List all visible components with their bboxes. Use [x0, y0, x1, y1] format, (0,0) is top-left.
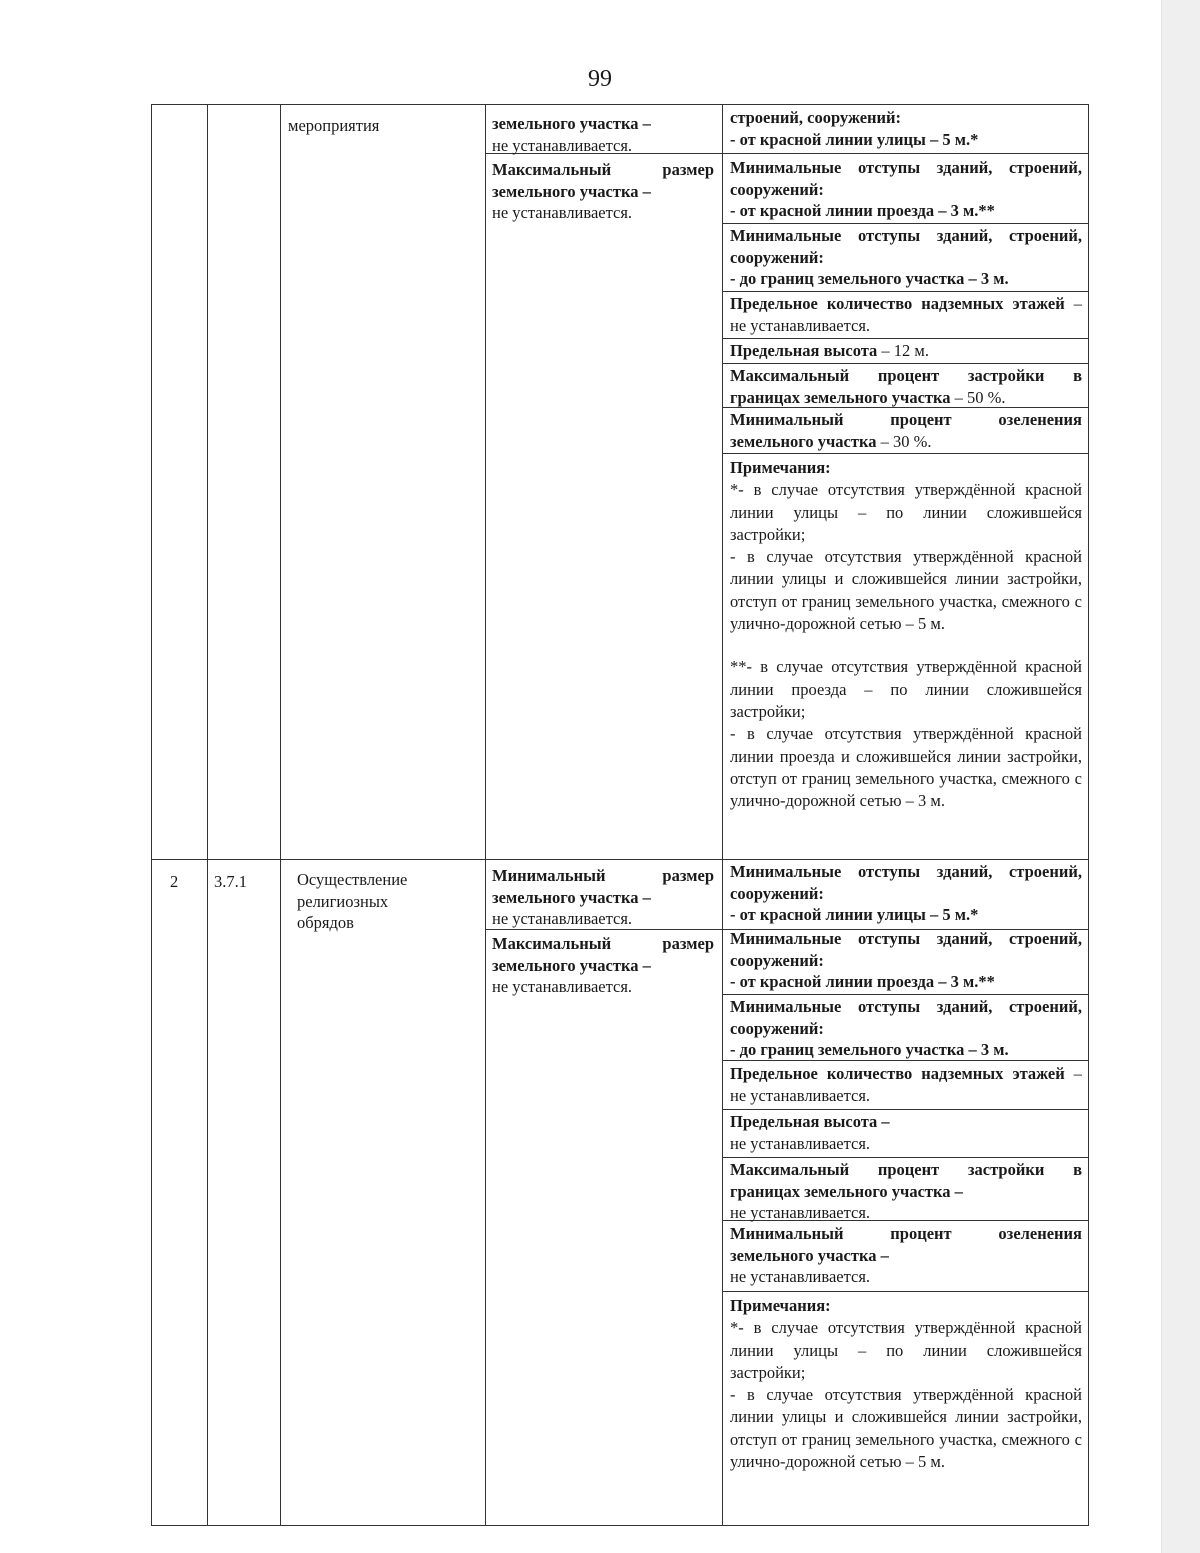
activity-code: 3.7.1 — [214, 872, 247, 891]
row-divider — [722, 363, 1089, 364]
size-cell-text: не устанавливается. — [492, 977, 633, 996]
param-cell — [730, 928, 1082, 993]
page-number: 99 — [588, 66, 612, 92]
column-divider — [485, 105, 486, 1525]
param-cell-bold: строений, сооружений: — [730, 108, 902, 127]
param-cell-text: не устанавливается. — [730, 1267, 871, 1286]
param-cell — [730, 861, 1082, 926]
param-cell-bold: Минимальные отступы зданий, строений, сооружений: — [730, 997, 1082, 1038]
param-cell-bold: Минимальный процент озеленения земельного участка — [730, 410, 1082, 451]
size-cell-bold: Максимальный размер земельного участка – — [492, 934, 714, 975]
param-cell-bold: Предельная высота – — [730, 1112, 890, 1131]
note-paragraph: *- в случае отсутствия утверждённой красной линии улицы – по линии сложившейся застройки; — [730, 480, 1082, 544]
row-divider — [152, 859, 1089, 860]
param-cell-bold: Минимальные отступы зданий, строений, сооружений: — [730, 158, 1082, 199]
row-divider — [722, 1109, 1089, 1110]
param-cell-bold: Минимальные отступы зданий, строений, сооружений: — [730, 862, 1082, 903]
size-cell-bold: земельного участка – — [492, 114, 651, 133]
param-cell-text: – 30 %. — [876, 431, 932, 451]
param-cell-text: – не устанавливается. — [730, 1064, 1082, 1105]
size-cell-bold: Максимальный размер земельного участка – — [492, 160, 714, 201]
param-cell-bold: Предельное количество надземных этажей — [730, 1064, 1065, 1083]
notes-cell — [730, 457, 1082, 812]
row-divider — [722, 1157, 1089, 1158]
column-divider — [207, 105, 208, 1525]
row-divider — [722, 223, 1089, 224]
note-paragraph: **- в случае отсутствия утверждённой красной линии проезда – по линии сложившейся застройки; — [730, 657, 1082, 721]
param-cell — [730, 996, 1082, 1061]
scan-page-edge — [1161, 0, 1200, 1553]
param-cell — [730, 225, 1082, 290]
param-cell-bold: Предельная высота — [730, 341, 878, 360]
size-cell — [492, 113, 714, 156]
param-cell-text: не устанавливается. — [730, 1133, 871, 1153]
row-divider — [722, 291, 1089, 292]
note-paragraph: *- в случае отсутствия утверждённой красной линии улицы – по линии сложившейся застройки; — [730, 1318, 1082, 1382]
param-cell-bold: Максимальный процент застройки в границах земельного участка – — [730, 1160, 1082, 1201]
param-cell-bold: - от красной линии улицы – 5 м.* — [730, 905, 979, 924]
param-cell — [730, 365, 1082, 408]
param-cell — [730, 1159, 1082, 1224]
param-cell-bold: - от красной линии проезда – 3 м.** — [730, 972, 995, 991]
param-cell — [730, 107, 1082, 150]
param-cell — [730, 1111, 1082, 1154]
notes-cell — [730, 1295, 1082, 1473]
param-cell-bold: Минимальные отступы зданий, строений, сооружений: — [730, 929, 1082, 970]
size-cell-text: не устанавливается. — [492, 203, 633, 222]
notes-title: Примечания: — [730, 458, 831, 477]
param-cell — [730, 293, 1082, 336]
param-cell-bold: Максимальный процент застройки в границах земельного участка — [730, 366, 1082, 407]
param-cell-bold: - от красной линии проезда – 3 м.** — [730, 201, 995, 220]
size-cell — [492, 159, 714, 224]
param-cell-bold: Минимальные отступы зданий, строений, сооружений: — [730, 226, 1082, 267]
column-divider — [722, 105, 723, 1525]
size-cell-text: не устанавливается. — [492, 135, 633, 155]
row-divider — [722, 453, 1089, 454]
activity-name-fragment: мероприятия — [288, 116, 380, 135]
size-cell-text: не устанавливается. — [492, 909, 633, 928]
notes-title: Примечания: — [730, 1296, 831, 1315]
param-cell — [730, 1063, 1082, 1106]
param-cell — [730, 409, 1082, 452]
note-paragraph: - в случае отсутствия утверждённой красной линии улицы и сложившейся линии застройки, отступ от границ земельного участка, смежного с улично-дорожной сетью – 5 м. — [730, 1385, 1082, 1472]
activity-name: Осуществление религиозных обрядов — [297, 870, 408, 932]
param-cell-text: – 50 %. — [950, 387, 1006, 407]
row-divider — [722, 1291, 1089, 1292]
param-cell-text: – 12 м. — [877, 341, 929, 360]
param-cell-bold: Предельное количество надземных этажей — [730, 294, 1065, 313]
param-cell-bold: Минимальный процент озеленения земельного участка – — [730, 1224, 1082, 1265]
param-cell-text: – не устанавливается. — [730, 294, 1082, 335]
regulations-table — [151, 104, 1089, 1526]
param-cell-bold: - до границ земельного участка – 3 м. — [730, 269, 1009, 288]
row-divider — [722, 338, 1089, 339]
param-cell-bold: - от красной линии улицы – 5 м.* — [730, 129, 979, 149]
note-paragraph: - в случае отсутствия утверждённой красной линии проезда и сложившейся линии застройки, отступ от границ земельного участка, смежного с улично-дорожной сетью – 3 м. — [730, 724, 1082, 811]
row-number: 2 — [170, 872, 179, 891]
size-cell-bold: Минимальный размер земельного участка – — [492, 866, 714, 907]
note-paragraph: - в случае отсутствия утверждённой красной линии улицы и сложившейся линии застройки, отступ от границ земельного участка, смежного с улично-дорожной сетью – 5 м. — [730, 547, 1082, 634]
param-cell — [730, 157, 1082, 222]
param-cell — [730, 340, 1082, 362]
param-cell-bold: - до границ земельного участка – 3 м. — [730, 1040, 1009, 1059]
row-divider — [722, 994, 1089, 995]
param-cell — [730, 1223, 1082, 1288]
size-cell — [492, 933, 714, 998]
param-cell-text: не устанавливается. — [730, 1203, 871, 1222]
column-divider — [280, 105, 281, 1525]
size-cell — [492, 865, 714, 930]
